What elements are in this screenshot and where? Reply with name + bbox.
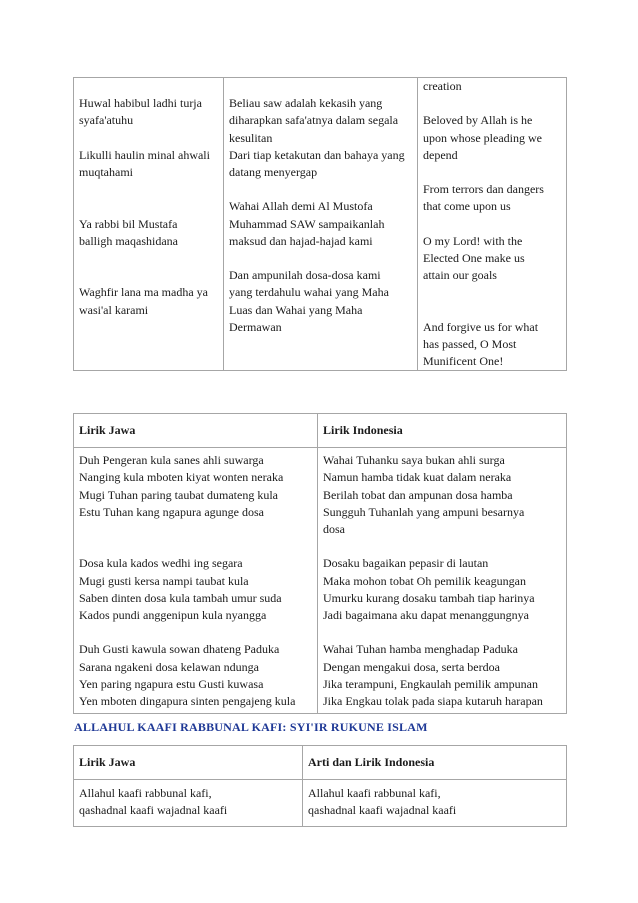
- lyric-line: Dermawan: [229, 319, 282, 334]
- lyric-line: Huwal habibul ladhi turja: [79, 96, 202, 111]
- lyric-line: that come upon us: [423, 199, 511, 214]
- blank-line: [79, 181, 218, 198]
- column-header-jawa: Lirik Jawa: [74, 414, 318, 448]
- table-row: [74, 448, 567, 714]
- blank-line: [229, 78, 412, 95]
- lyric-line: attain our goals: [423, 268, 497, 283]
- blank-line: [229, 336, 412, 353]
- lyric-line: dosa: [323, 522, 345, 537]
- blank-line: [423, 302, 561, 319]
- column-header-indonesia: Lirik Indonesia: [318, 414, 567, 448]
- column-header-indonesia: Arti dan Lirik Indonesia: [303, 746, 567, 780]
- lyric-line: Duh Pengeran kula sanes ahli suwarga: [79, 453, 264, 468]
- lyric-line: Jadi bagaimana aku dapat menanggungnya: [323, 608, 529, 623]
- lyric-line: Berilah tobat dan ampunan dosa hamba: [323, 487, 513, 502]
- lyric-line: Sarana ngakeni dosa kelawan ndunga: [79, 659, 259, 674]
- lyric-line: Jika terampuni, Engkaulah pemilik ampunan: [323, 676, 538, 691]
- lyric-line: Elected One make us: [423, 250, 525, 265]
- lyric-line: Beliau saw adalah kekasih yang: [229, 96, 383, 111]
- lyric-line: Wahai Tuhanku saya bukan ahli surga: [323, 453, 505, 468]
- blank-line: [79, 78, 218, 95]
- lyric-line: yang terdahulu wahai yang Maha: [229, 285, 389, 300]
- lyric-line: Saben dinten dosa kula tambah umur suda: [79, 590, 282, 605]
- blank-line: [79, 130, 218, 147]
- blank-line: [323, 624, 561, 641]
- lyric-line: Namun hamba tidak kuat dalam neraka: [323, 470, 512, 485]
- lyric-line: And forgive us for what: [423, 319, 539, 334]
- blank-line: [423, 284, 561, 301]
- blank-line: [79, 198, 218, 215]
- lyric-line: Dengan mengakui dosa, serta berdoa: [323, 659, 500, 674]
- lyric-line: Maka mohon tobat Oh pemilik keagungan: [323, 573, 526, 588]
- blank-line: [79, 319, 218, 336]
- lyric-line: O my Lord! with the: [423, 233, 523, 248]
- table-row: [74, 78, 567, 371]
- lyric-line: Luas dan Wahai yang Maha: [229, 302, 363, 317]
- lyric-line: diharapkan safa'atnya dalam segala: [229, 113, 399, 128]
- lyrics-table: [73, 413, 567, 714]
- blank-line: [79, 353, 218, 370]
- blank-line: [79, 336, 218, 353]
- table-row: [74, 780, 567, 826]
- arabic-transliteration-cell: [74, 78, 224, 371]
- section-heading: ALLAHUL KAAFI RABBUNAL KAFI: SYI'IR RUKUNE ISLAM: [74, 720, 428, 734]
- column-header-jawa: Lirik Jawa: [74, 746, 303, 780]
- lyric-line: Nanging kula mboten kiyat wonten neraka: [79, 470, 284, 485]
- rukun-islam-table: [73, 745, 567, 827]
- blank-line: [423, 216, 561, 233]
- lyric-line: Dari tiap ketakutan dan bahaya yang: [229, 147, 405, 162]
- lyric-line: From terrors dan dangers: [423, 182, 544, 197]
- translation-table: [73, 77, 567, 371]
- lyric-line: syafa'atuhu: [79, 113, 134, 128]
- blank-line: [79, 267, 218, 284]
- lyric-line: qashadnal kaafi wajadnal kaafi: [308, 803, 457, 818]
- lyric-line: Mugi gusti kersa nampi taubat kula: [79, 573, 249, 588]
- lyric-line: Ya rabbi bil Mustafa: [79, 216, 178, 231]
- lyric-line: Yen paring ngapura estu Gusti kuwasa: [79, 676, 264, 691]
- english-meaning-cell: [418, 78, 567, 371]
- lyric-line: Munificent One!: [423, 354, 504, 369]
- lyric-line: Wahai Allah demi Al Mustofa: [229, 199, 373, 214]
- lyric-line: Muhammad SAW sampaikanlah: [229, 216, 385, 231]
- lyric-line: Jika Engkau tolak pada siapa kutaruh harapan: [323, 694, 543, 709]
- lyric-line: Dosaku bagaikan pepasir di lautan: [323, 556, 489, 571]
- blank-line: [323, 538, 561, 555]
- lyric-line: kesulitan: [229, 130, 273, 145]
- lyric-line: has passed, O Most: [423, 336, 517, 351]
- lyric-line: depend: [423, 147, 458, 162]
- lyric-line: Allahul kaafi rabbunal kafi,: [308, 786, 441, 801]
- lyric-line: Umurku kurang dosaku tambah tiap harinya: [323, 590, 535, 605]
- javanese-lyrics-cell: [74, 448, 318, 714]
- table-header-row: [74, 746, 567, 780]
- indonesian-meaning-cell: [224, 78, 418, 371]
- lyric-line: balligh maqashidana: [79, 233, 178, 248]
- blank-line: [79, 624, 312, 641]
- lyric-line: Beloved by Allah is he: [423, 113, 533, 128]
- lyric-line: qashadnal kaafi wajadnal kaafi: [79, 803, 228, 818]
- lyric-line: Dan ampunilah dosa-dosa kami: [229, 268, 381, 283]
- blank-line: [229, 353, 412, 370]
- lyric-line: Waghfir lana ma madha ya: [79, 285, 208, 300]
- lyric-line: datang menyergap: [229, 165, 318, 179]
- lyric-line: maksud dan hajad-hajad kami: [229, 233, 373, 248]
- lyric-line: Duh Gusti kawula sowan dhateng Paduka: [79, 642, 280, 657]
- lyric-line: Wahai Tuhan hamba menghadap Paduka: [323, 642, 518, 657]
- indonesian-lyrics-cell: [318, 448, 567, 714]
- lyric-line: Allahul kaafi rabbunal kafi,: [79, 786, 212, 801]
- lyric-line: Sungguh Tuhanlah yang ampuni besarnya: [323, 504, 525, 519]
- indonesian-lyrics-cell: [303, 780, 567, 826]
- blank-line: [79, 521, 312, 538]
- blank-line: [423, 164, 561, 181]
- lyric-line: Mugi Tuhan paring taubat dumateng kula: [79, 487, 278, 502]
- lyric-line: Dosa kula kados wedhi ing segara: [79, 556, 243, 571]
- javanese-lyrics-cell: [74, 780, 303, 826]
- lyric-line: upon whose pleading we: [423, 130, 542, 145]
- lyric-line: Likulli haulin minal ahwali: [79, 147, 210, 162]
- table-header-row: [74, 414, 567, 448]
- lyric-line: muqtahami: [79, 164, 133, 179]
- blank-line: [229, 250, 412, 267]
- lyric-line: Estu Tuhan kang ngapura agunge dosa: [79, 504, 264, 519]
- lyric-line: Yen mboten dingapura sinten pengajeng kula: [79, 694, 296, 708]
- blank-line: [229, 181, 412, 198]
- lyric-line: wasi'al karami: [79, 302, 149, 317]
- blank-line: [79, 538, 312, 555]
- lyric-line: Kados pundi anggenipun kula nyangga: [79, 608, 267, 622]
- blank-line: [423, 95, 561, 112]
- lyric-line: creation: [423, 79, 462, 93]
- blank-line: [79, 250, 218, 267]
